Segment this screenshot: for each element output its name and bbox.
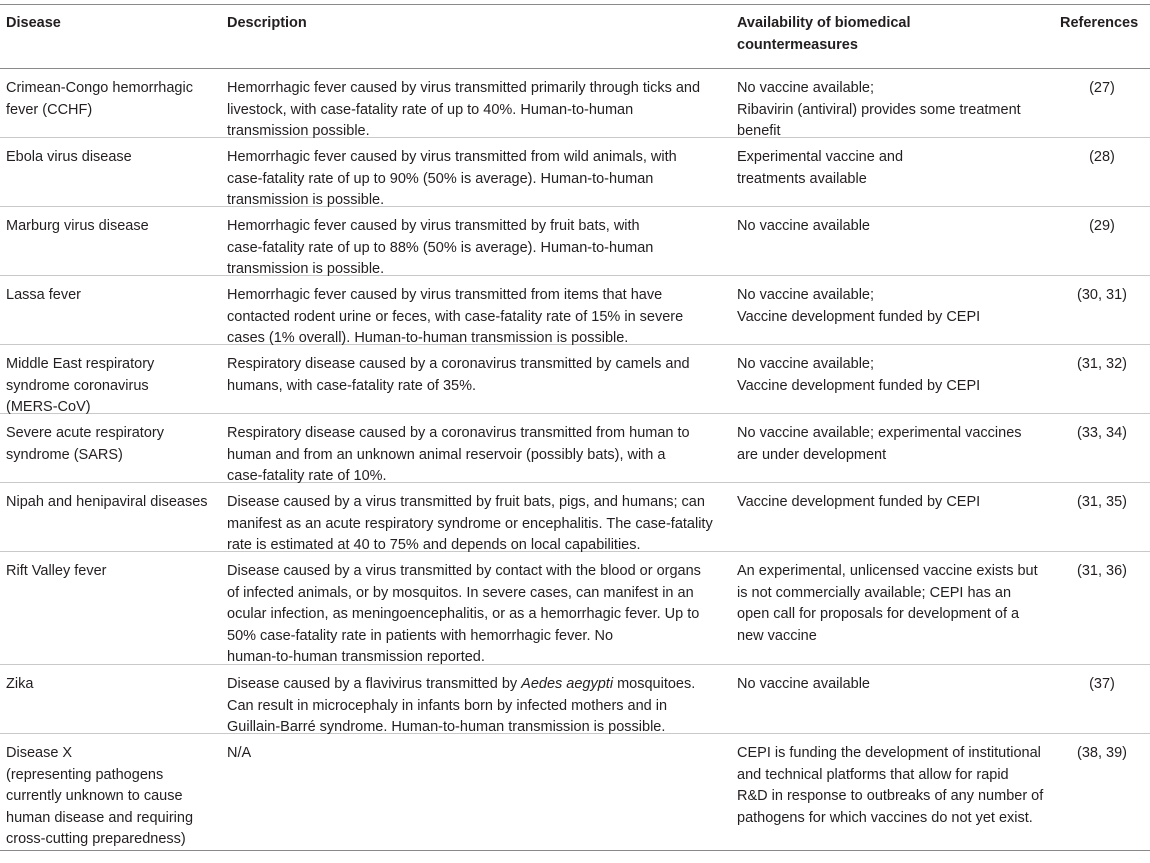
availability-line: and technical platforms that allow for rapid xyxy=(737,766,1009,783)
description-line: of infected animals, or by mosquitos. In severe cases, can manifest in an xyxy=(227,584,694,601)
table-row xyxy=(0,483,1150,552)
disease-line: Zika xyxy=(6,676,34,692)
description-cell xyxy=(227,285,737,350)
availability-line: No vaccine available xyxy=(737,676,870,692)
table-row xyxy=(0,734,1150,851)
description-line: transmission is possible. xyxy=(227,192,385,208)
description-cell xyxy=(227,78,737,143)
table-row xyxy=(0,69,1150,138)
availability-cell xyxy=(737,743,1067,829)
disease-line: currently unknown to cause xyxy=(6,788,183,804)
description-line: ocular infection, as meningoencephalitis, or as a hemorrhagic fever. Up to xyxy=(227,606,700,622)
availability-line: No vaccine available; xyxy=(737,356,875,372)
table-row xyxy=(0,207,1150,276)
disease-line: Severe acute respiratory xyxy=(6,425,164,441)
table-row xyxy=(0,552,1150,665)
availability-line: pathogens for which vaccines do not yet exist. xyxy=(737,809,1033,826)
disease-line: Middle East respiratory xyxy=(6,356,155,372)
description-cell xyxy=(227,216,737,281)
availability-cell xyxy=(737,674,1067,696)
availability-line: is not commercially available; CEPI has an xyxy=(737,584,1012,601)
description-cell xyxy=(227,743,737,765)
availability-line: No vaccine available; experimental vaccines xyxy=(737,425,1022,441)
reference-link[interactable]: (29) xyxy=(1089,218,1115,234)
table-row xyxy=(0,276,1150,345)
description-line: Hemorrhagic fever caused by virus transmitted from wild animals, with xyxy=(227,149,677,165)
disease-line: syndrome (SARS) xyxy=(6,446,123,463)
table-row xyxy=(0,345,1150,414)
disease-line: fever (CCHF) xyxy=(6,101,93,118)
disease-line: Rift Valley fever xyxy=(6,563,107,579)
availability-line: open call for proposals for development of a xyxy=(737,606,1020,622)
description-text: mosquitoes. xyxy=(613,676,696,692)
disease-cell xyxy=(6,674,224,696)
reference-link[interactable]: (31, 32) xyxy=(1077,356,1127,372)
availability-line: new vaccine xyxy=(737,627,817,644)
availability-line: No vaccine available xyxy=(737,218,870,234)
description-cell xyxy=(227,561,737,669)
availability-line: No vaccine available; xyxy=(737,287,875,303)
availability-cell xyxy=(737,285,1067,328)
availability-line: are under development xyxy=(737,446,887,463)
reference-link[interactable]: (28) xyxy=(1089,149,1115,165)
availability-cell xyxy=(737,492,1067,514)
description-cell xyxy=(227,354,737,397)
header-disease: Disease xyxy=(6,15,61,31)
disease-line: Disease X xyxy=(6,745,73,761)
availability-cell xyxy=(737,147,1067,190)
reference-link[interactable]: (38, 39) xyxy=(1077,745,1127,761)
availability-cell xyxy=(737,423,1067,466)
availability-line: An experimental, unlicensed vaccine exists but xyxy=(737,563,1038,579)
description-line: Hemorrhagic fever caused by virus transmitted from items that have xyxy=(227,287,663,303)
description-line: Guillain-Barré syndrome. Human-to-human transmission is possible. xyxy=(227,719,666,735)
availability-line: treatments available xyxy=(737,170,867,187)
reference-link[interactable]: (30, 31) xyxy=(1077,287,1127,303)
disease-line: (representing pathogens xyxy=(6,766,164,783)
description-line: case-fatality rate of up to 90% (50% is average). Human-to-human xyxy=(227,170,654,187)
description-line: Hemorrhagic fever caused by virus transmitted by fruit bats, with xyxy=(227,218,640,234)
disease-cell xyxy=(6,216,224,238)
header-references: References xyxy=(1060,15,1139,31)
disease-line: (MERS-CoV) xyxy=(6,399,91,415)
description-line: Respiratory disease caused by a coronavirus transmitted by camels and xyxy=(227,356,690,372)
header-availability-line: countermeasures xyxy=(737,36,858,53)
disease-line: Ebola virus disease xyxy=(6,149,132,165)
description-line: N/A xyxy=(227,745,252,761)
table-row xyxy=(0,138,1150,207)
header-description: Description xyxy=(227,15,307,31)
availability-cell xyxy=(737,78,1067,143)
availability-line: R&D in response to outbreaks of any number of xyxy=(737,788,1044,804)
disease-cell xyxy=(6,78,224,121)
disease-cell xyxy=(6,147,224,169)
description-line: case-fatality rate of 10%. xyxy=(227,468,387,484)
description-cell xyxy=(227,674,737,739)
description-line xyxy=(227,674,737,696)
header-availability xyxy=(737,13,1067,56)
description-line: manifest as an acute respiratory syndrome or encephalitis. The case-fatality xyxy=(227,515,713,532)
description-line: contacted rodent urine or feces, with case-fatality rate of 15% in severe xyxy=(227,308,684,325)
disease-line: human disease and requiring xyxy=(6,809,194,826)
description-line: Disease caused by a virus transmitted by contact with the blood or organs xyxy=(227,563,701,579)
availability-line: Vaccine development funded by CEPI xyxy=(737,377,981,394)
description-line: human-to-human transmission reported. xyxy=(227,649,485,665)
disease-line: Marburg virus disease xyxy=(6,218,149,234)
description-line: Hemorrhagic fever caused by virus transmitted primarily through ticks and xyxy=(227,80,701,96)
availability-line: Experimental vaccine and xyxy=(737,149,904,165)
availability-cell xyxy=(737,216,1067,238)
description-line: humans, with case-fatality rate of 35%. xyxy=(227,377,477,394)
disease-cell xyxy=(6,285,224,307)
availability-line: No vaccine available; xyxy=(737,80,875,96)
availability-cell xyxy=(737,354,1067,397)
disease-cell xyxy=(6,354,224,419)
table-header-row xyxy=(0,5,1150,69)
description-text: Disease caused by a flavivirus transmitted by xyxy=(227,676,522,692)
reference-link[interactable]: (33, 34) xyxy=(1077,425,1127,441)
disease-line: Lassa fever xyxy=(6,287,81,303)
availability-line: Vaccine development funded by CEPI xyxy=(737,308,981,325)
disease-line: Nipah and henipaviral diseases xyxy=(6,494,208,510)
reference-link[interactable]: (31, 36) xyxy=(1077,563,1127,579)
description-line: transmission possible. xyxy=(227,123,370,139)
description-line: case-fatality rate of up to 88% (50% is average). Human-to-human xyxy=(227,239,654,256)
reference-link[interactable]: (37) xyxy=(1089,676,1115,692)
description-line: 50% case-fatality rate in patients with hemorrhagic fever. No xyxy=(227,627,614,644)
availability-line: Ribavirin (antiviral) provides some treatment xyxy=(737,101,1021,118)
disease-cell xyxy=(6,492,224,514)
disease-cell xyxy=(6,561,224,583)
availability-cell xyxy=(737,561,1067,647)
description-line: cases (1% overall). Human-to-human transmission is possible. xyxy=(227,330,629,346)
disease-cell xyxy=(6,423,224,466)
description-line: Can result in microcephaly in infants born by infected mothers and in xyxy=(227,697,668,714)
table-row xyxy=(0,414,1150,483)
availability-line: Vaccine development funded by CEPI xyxy=(737,494,981,510)
description-cell xyxy=(227,492,737,557)
species-name: Aedes aegypti xyxy=(521,676,614,692)
availability-line: benefit xyxy=(737,123,781,139)
header-availability-line: Availability of biomedical xyxy=(737,15,911,31)
countermeasures-table xyxy=(0,4,1150,851)
disease-cell xyxy=(6,743,224,851)
description-cell xyxy=(227,147,737,212)
description-line: rate is estimated at 40 to 75% and depends on local capabilities. xyxy=(227,537,641,553)
description-line: human and from an unknown animal reservoir (possibly bats), with a xyxy=(227,446,666,463)
reference-link[interactable]: (27) xyxy=(1089,80,1115,96)
availability-line: CEPI is funding the development of institutional xyxy=(737,745,1041,761)
description-cell xyxy=(227,423,737,488)
description-line: transmission is possible. xyxy=(227,261,385,277)
disease-line: cross-cutting preparedness) xyxy=(6,831,186,847)
table-row xyxy=(0,665,1150,734)
reference-link[interactable]: (31, 35) xyxy=(1077,494,1127,510)
disease-line: syndrome coronavirus xyxy=(6,377,149,394)
description-line: livestock, with case-fatality rate of up to 40%. Human-to-human xyxy=(227,101,634,118)
disease-line: Crimean-Congo hemorrhagic xyxy=(6,80,193,96)
description-line: Respiratory disease caused by a coronavirus transmitted from human to xyxy=(227,425,690,441)
description-line: Disease caused by a virus transmitted by fruit bats, pigs, and humans; can xyxy=(227,494,705,510)
